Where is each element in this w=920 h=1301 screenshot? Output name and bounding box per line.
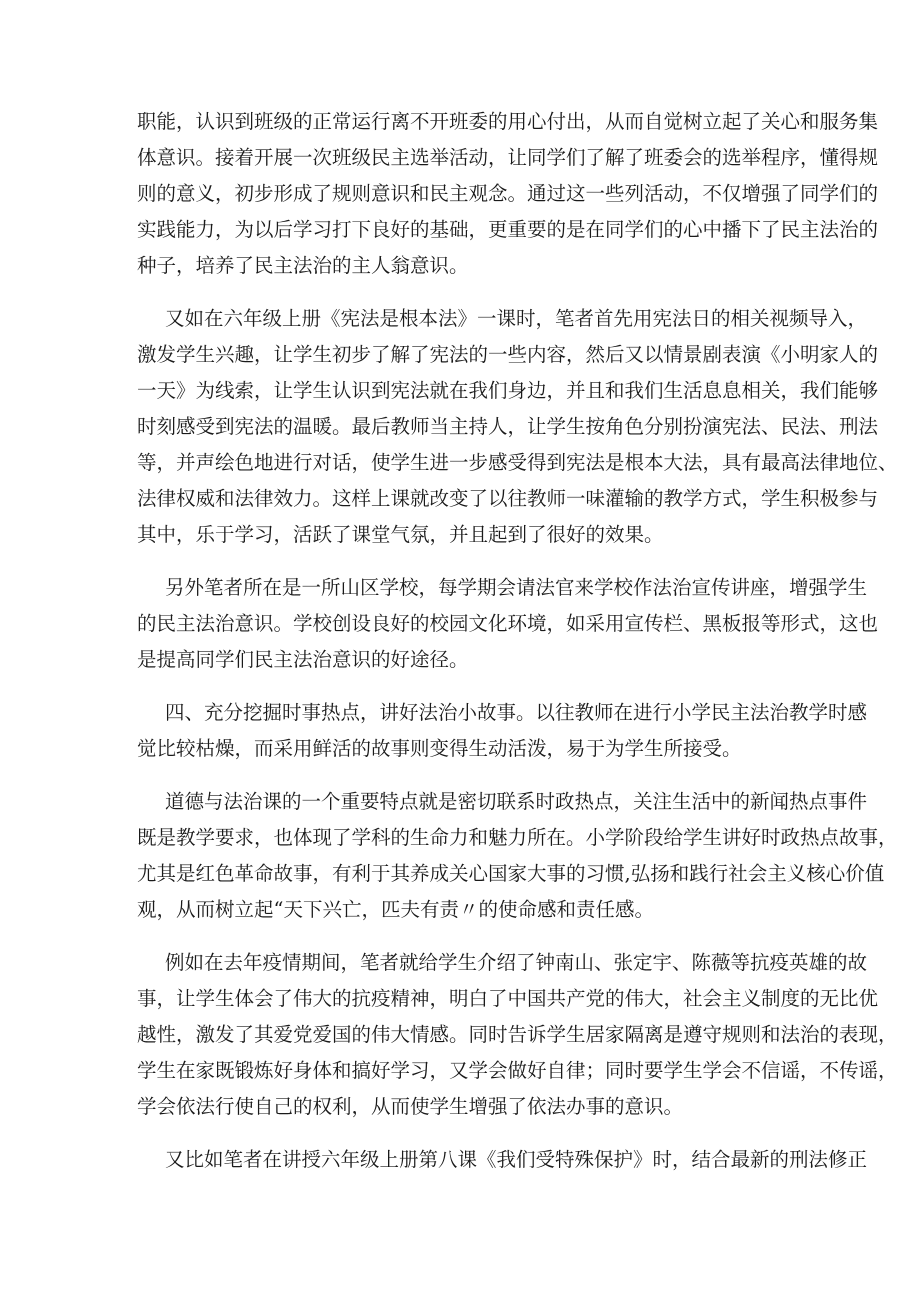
text-line: 事，让学生体会了伟大的抗疫精神，明白了中国共产党的伟大，社会主义制度的无比优 [137,987,879,1010]
text-line: 种子，培养了民主法治的主人翁意识。 [137,254,469,277]
paragraph [137,945,898,1125]
text-line: 尤其是红色革命故事，有利于其养成关心国家大事的习惯,弘扬和践行社会主义核心价值 [137,862,885,885]
text-line: 学生在家既锻炼好身体和搞好学习，又学会做好自律；同时要学生学会不信谣，不传谣， [137,1059,898,1082]
text-line: 体意识。接着开展一次班级民主选举活动，让同学们了解了班委会的选举程序，懂得规 [137,146,879,169]
paragraph [137,695,868,767]
text-line: 学会依法行使自己的权利，从而使学生增强了依法办事的意识。 [137,1095,684,1118]
text-line: 职能，认识到班级的正常运行离不开班委的用心付出，从而自觉树立起了关心和服务集 [137,110,879,133]
text-line: 四、充分挖掘时事热点，讲好法治小故事。以往教师在进行小学民主法治教学时感 [165,701,868,724]
text-line: 其中，乐于学习，活跃了课堂气氛，并且起到了很好的效果。 [137,523,664,546]
paragraph [137,570,879,678]
text-line: 则的意义，初步形成了规则意识和民主观念。通过这一些列活动，不仅增强了同学们的 [137,182,879,205]
text-line: 又如在六年级上册《宪法是根本法》一课时，笔者首先用宪法日的相关视频导入， [165,307,868,330]
text-line: 又比如笔者在讲授六年级上册第八课《我们受特殊保护》时，结合最新的刑法修正 [165,1148,868,1171]
text-line: 另外笔者所在是一所山区学校，每学期会请法官来学校作法治宣传讲座，增强学生 [165,576,868,599]
text-line: 越性，激发了其爱党爱国的伟大情感。同时告诉学生居家隔离是遵守规则和法治的表现， [137,1023,898,1046]
text-line: 觉比较枯燥，而采用鲜活的故事则变得生动活泼，易于为学生所接受。 [137,737,742,760]
text-line: 一天》为线索，让学生认识到宪法就在我们身边，并且和我们生活息息相关，我们能够 [137,379,879,402]
text-line: 激发学生兴趣，让学生初步了解了宪法的一些内容，然后又以情景剧表演《小明家人的 [137,343,879,366]
text-line: 是提高同学们民主法治意识的好途径。 [137,648,469,671]
paragraph [137,784,898,928]
paragraph [137,301,898,553]
text-line: 等，并声绘色地进行对话，使学生进一步感受得到宪法是根本大法，具有最高法律地位、 [137,451,898,474]
text-line: 道德与法治课的一个重要特点就是密切联系时政热点，关注生活中的新闻热点事件 [165,790,868,813]
text-line: 的民主法治意识。学校创设良好的校园文化环境，如采用宣传栏、黑板报等形式，这也 [137,612,879,635]
text-line: 实践能力，为以后学习打下良好的基础，更重要的是在同学们的心中播下了民主法治的 [137,218,879,241]
paragraph [137,1142,868,1178]
text-line: 例如在去年疫情期间，笔者就给学生介绍了钟南山、张定宇、陈薇等抗疫英雄的故 [165,951,868,974]
text-line: 既是教学要求，也体现了学科的生命力和魅力所在。小学阶段给学生讲好时政热点故事， [137,826,898,849]
text-line: 观，从而树立起“天下兴亡，匹夫有责〃的使命感和责任感。 [137,898,654,921]
paragraph [137,104,879,284]
text-line: 时刻感受到宪法的温暖。最后教师当主持人，让学生按角色分别扮演宪法、民法、刑法 [137,415,879,438]
text-line: 法律权威和法律效力。这样上课就改变了以往教师一味灌输的教学方式，学生积极参与 [137,487,879,510]
document-body [137,104,898,1195]
